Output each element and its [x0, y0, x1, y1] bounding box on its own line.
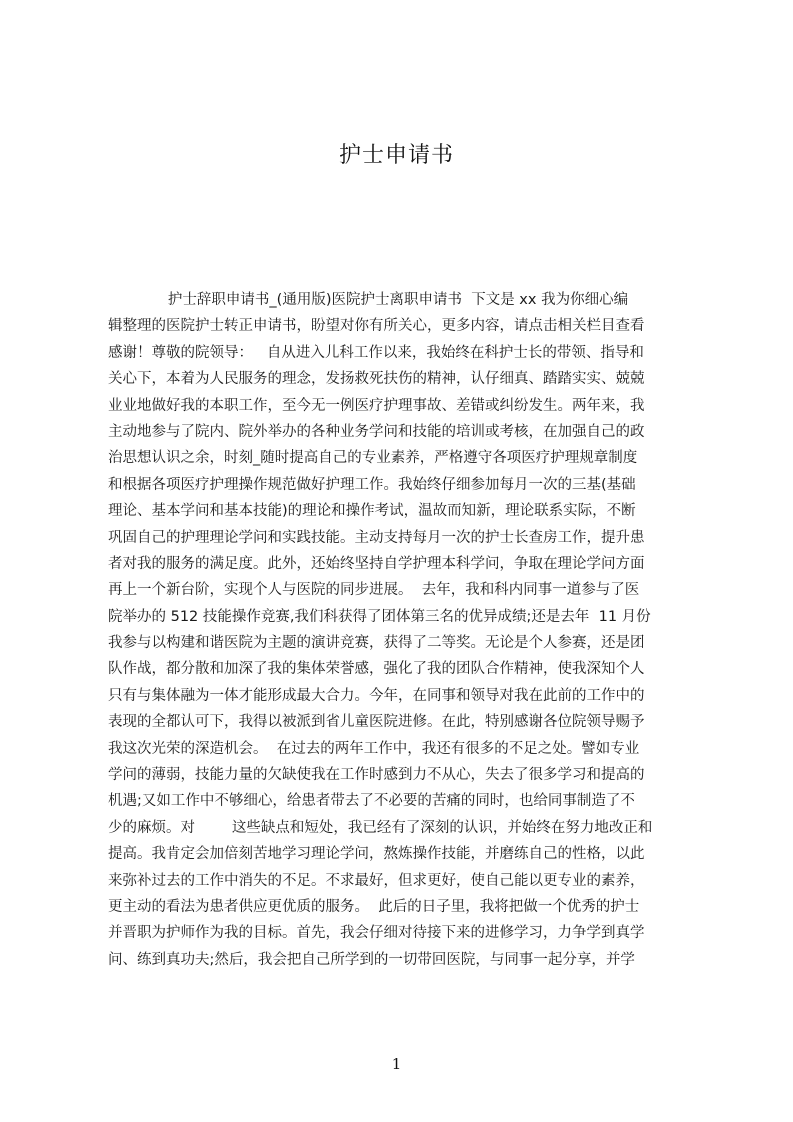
body-line: 感谢！尊敬的院领导： 自从进入儿科工作以来，我始终在科护士长的带领、指导和 — [108, 344, 644, 361]
body-line: 护士辞职申请书_(通用版)医院护士离职申请书 下文是 xx 我为你细心编 — [108, 292, 629, 308]
body-line: 主动地参与了院内、院外举办的各种业务学问和技能的培训或考核，在加强自己的政 — [108, 423, 645, 440]
body-line: 更主动的看法为患者供应更优质的服务。 此后的日子里，我将把做一个优秀的护士 — [108, 898, 640, 915]
body-line: 队作战，都分散和加深了我的集体荣誉感，强化了我的团队合作精神，使我深知个人 — [108, 661, 645, 678]
body-line: 和根据各项医疗护理操作规范做好护理工作。我始终仔细参加每月一次的三基(基础 — [108, 476, 636, 493]
body-line: 理论、基本学问和基本技能)的理论和操作考试，温故而知新，理论联系实际，不断 — [108, 503, 636, 520]
body-line: 并晋职为护师作为我的目标。首先，我会仔细对待接下来的进修学习，力争学到真学 — [108, 925, 645, 942]
body-line: 关心下，本着为人民服务的理念，发扬救死扶伤的精神，认仔细真、踏踏实实、兢兢 — [108, 371, 645, 388]
body-line: 再上一个新台阶，实现个人与医院的同步进展。 去年，我和科内同事一道参与了医 — [108, 582, 640, 599]
body-line: 表现的全都认可下，我得以被派到省儿童医院进修。在此，特别感谢各位院领导赐予 — [108, 714, 645, 731]
body-line: 院举办的 512 技能操作竞赛,我们科获得了团体第三名的优异成绩;还是去年 11 月份 — [108, 608, 651, 625]
document-body — [108, 287, 700, 973]
body-line: 问、练到真功夫;然后，我会把自己所学到的一切带回医院，与同事一起分享，并学 — [108, 951, 635, 968]
body-line: 学问的薄弱，技能力量的欠缺使我在工作时感到力不从心，失去了很多学习和提高的 — [108, 767, 645, 784]
body-line: 业业地做好我的本职工作，至今无一例医疗护理事故、差错或纠纷发生。两年来，我 — [108, 397, 645, 414]
body-line: 提高。我肯定会加倍刻苦地学习理论学问，熬炼操作技能，并磨练自己的性格，以此 — [108, 846, 645, 863]
document-title: 护士申请书 — [338, 143, 454, 168]
body-line: 只有与集体融为一体才能形成最大合力。今年，在同事和领导对我在此前的工作中的 — [108, 687, 645, 704]
body-line: 辑整理的医院护士转正申请书，盼望对你有所关心，更多内容，请点击相关栏目查看 — [108, 318, 645, 335]
body-line: 者对我的服务的满足度。此外，还始终坚持自学护理本科学问，争取在理论学问方面 — [108, 555, 645, 572]
body-line: 来弥补过去的工作中消失的不足。不求最好，但求更好，使自己能以更专业的素养， — [108, 872, 645, 889]
body-line: 我参与以构建和谐医院为主题的演讲竞赛，获得了二等奖。无论是个人参赛，还是团 — [108, 635, 645, 652]
body-line: 治思想认识之余，时刻_随时提高自己的专业素养，严格遵守各项医疗护理规章制度 — [108, 450, 638, 467]
body-line: 巩固自己的护理理论学问和实践技能。主动支持每月一次的护士长查房工作，提升患 — [108, 529, 645, 546]
body-line: 我这次光荣的深造机会。 在过去的两年工作中，我还有很多的不足之处。譬如专业 — [108, 740, 640, 757]
page-number: 1 — [391, 1055, 402, 1073]
body-line: 少的麻烦。对 这些缺点和短处，我已经有了深刻的认识，并始终在努力地改正和 — [108, 819, 653, 836]
body-line: 机遇;又如工作中不够细心，给患者带去了不必要的苦痛的同时，也给同事制造了不 — [108, 793, 635, 810]
